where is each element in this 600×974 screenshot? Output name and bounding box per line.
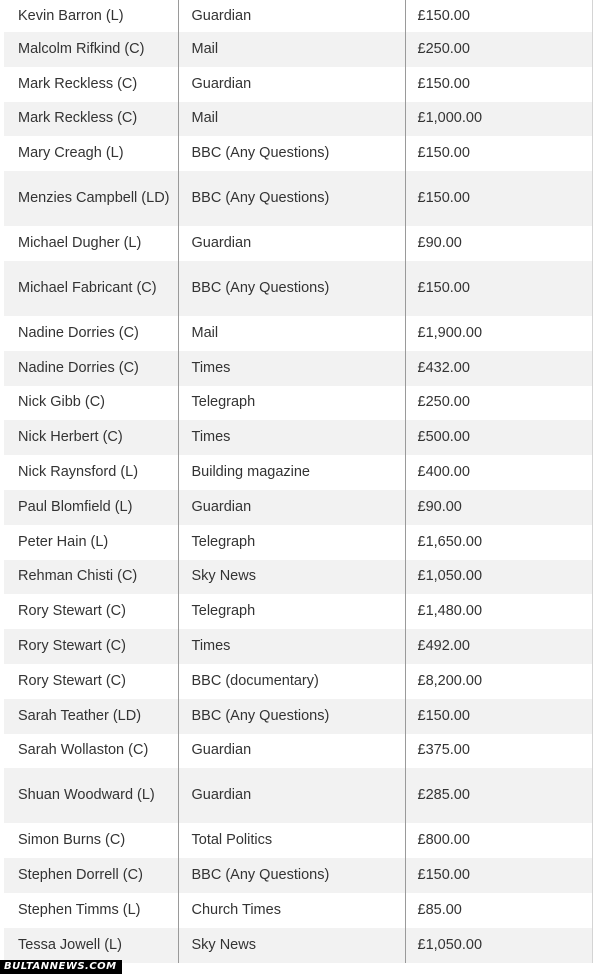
member-name-cell: Nick Gibb (C) bbox=[4, 386, 178, 421]
table-row bbox=[4, 32, 592, 67]
member-name-cell: Sarah Teather (LD) bbox=[4, 699, 178, 734]
table-row bbox=[4, 351, 592, 386]
amount-cell: £85.00 bbox=[405, 893, 592, 928]
member-name-cell: Nick Herbert (C) bbox=[4, 420, 178, 455]
amount-cell: £150.00 bbox=[405, 858, 592, 893]
member-name-cell: Kevin Barron (L) bbox=[4, 0, 178, 32]
publication-cell: Building magazine bbox=[178, 455, 405, 490]
amount-cell: £250.00 bbox=[405, 386, 592, 421]
table-row bbox=[4, 420, 592, 455]
publication-cell: Mail bbox=[178, 316, 405, 351]
member-name-cell: Nick Raynsford (L) bbox=[4, 455, 178, 490]
table-row bbox=[4, 768, 592, 823]
publication-cell: Sky News bbox=[178, 928, 405, 963]
table-row bbox=[4, 594, 592, 629]
publication-cell: Times bbox=[178, 351, 405, 386]
amount-cell: £1,050.00 bbox=[405, 928, 592, 963]
amount-cell: £1,050.00 bbox=[405, 560, 592, 595]
publication-cell: Sky News bbox=[178, 560, 405, 595]
member-name-cell: Michael Dugher (L) bbox=[4, 226, 178, 261]
member-name-cell: Rehman Chisti (C) bbox=[4, 560, 178, 595]
amount-cell: £432.00 bbox=[405, 351, 592, 386]
amount-cell: £150.00 bbox=[405, 171, 592, 226]
amount-cell: £1,650.00 bbox=[405, 525, 592, 560]
table-row bbox=[4, 316, 592, 351]
amount-cell: £150.00 bbox=[405, 136, 592, 171]
member-name-cell: Stephen Timms (L) bbox=[4, 893, 178, 928]
amount-cell: £375.00 bbox=[405, 734, 592, 769]
publication-cell: Church Times bbox=[178, 893, 405, 928]
amount-cell: £150.00 bbox=[405, 261, 592, 316]
amount-cell: £400.00 bbox=[405, 455, 592, 490]
table-row bbox=[4, 455, 592, 490]
amount-cell: £90.00 bbox=[405, 490, 592, 525]
amount-cell: £8,200.00 bbox=[405, 664, 592, 699]
amount-cell: £800.00 bbox=[405, 823, 592, 858]
amount-cell: £150.00 bbox=[405, 0, 592, 32]
publication-cell: Total Politics bbox=[178, 823, 405, 858]
publication-cell: BBC (Any Questions) bbox=[178, 858, 405, 893]
table-row bbox=[4, 136, 592, 171]
member-name-cell: Rory Stewart (C) bbox=[4, 629, 178, 664]
watermark-logo: BULTANNEWS.COM bbox=[0, 960, 122, 974]
publication-cell: BBC (Any Questions) bbox=[178, 261, 405, 316]
table-row bbox=[4, 928, 592, 963]
table-row bbox=[4, 560, 592, 595]
member-name-cell: Simon Burns (C) bbox=[4, 823, 178, 858]
member-name-cell: Nadine Dorries (C) bbox=[4, 351, 178, 386]
member-name-cell: Shuan Woodward (L) bbox=[4, 768, 178, 823]
member-name-cell: Sarah Wollaston (C) bbox=[4, 734, 178, 769]
amount-cell: £1,000.00 bbox=[405, 102, 592, 137]
member-name-cell: Paul Blomfield (L) bbox=[4, 490, 178, 525]
amount-cell: £1,900.00 bbox=[405, 316, 592, 351]
publication-cell: BBC (Any Questions) bbox=[178, 171, 405, 226]
publication-cell: BBC (documentary) bbox=[178, 664, 405, 699]
publication-cell: Mail bbox=[178, 32, 405, 67]
member-name-cell: Rory Stewart (C) bbox=[4, 594, 178, 629]
publication-cell: Mail bbox=[178, 102, 405, 137]
table-row bbox=[4, 858, 592, 893]
table-row bbox=[4, 629, 592, 664]
member-name-cell: Nadine Dorries (C) bbox=[4, 316, 178, 351]
table-row bbox=[4, 893, 592, 928]
amount-cell: £150.00 bbox=[405, 699, 592, 734]
payments-table-body bbox=[4, 0, 592, 963]
member-name-cell: Menzies Campbell (LD) bbox=[4, 171, 178, 226]
table-row bbox=[4, 525, 592, 560]
amount-cell: £285.00 bbox=[405, 768, 592, 823]
table-row bbox=[4, 171, 592, 226]
amount-cell: £1,480.00 bbox=[405, 594, 592, 629]
publication-cell: Guardian bbox=[178, 0, 405, 32]
table-row bbox=[4, 0, 592, 32]
publication-cell: Guardian bbox=[178, 490, 405, 525]
table-row bbox=[4, 386, 592, 421]
member-name-cell: Mark Reckless (C) bbox=[4, 67, 178, 102]
amount-cell: £90.00 bbox=[405, 226, 592, 261]
amount-cell: £500.00 bbox=[405, 420, 592, 455]
member-name-cell: Mark Reckless (C) bbox=[4, 102, 178, 137]
table-row bbox=[4, 226, 592, 261]
table-row bbox=[4, 734, 592, 769]
member-name-cell: Mary Creagh (L) bbox=[4, 136, 178, 171]
member-name-cell: Rory Stewart (C) bbox=[4, 664, 178, 699]
publication-cell: Telegraph bbox=[178, 525, 405, 560]
table-row bbox=[4, 261, 592, 316]
publication-cell: Guardian bbox=[178, 768, 405, 823]
amount-cell: £250.00 bbox=[405, 32, 592, 67]
publication-cell: Guardian bbox=[178, 67, 405, 102]
table-row bbox=[4, 490, 592, 525]
table-row bbox=[4, 823, 592, 858]
member-name-cell: Michael Fabricant (C) bbox=[4, 261, 178, 316]
table-row bbox=[4, 664, 592, 699]
publication-cell: BBC (Any Questions) bbox=[178, 136, 405, 171]
publication-cell: Guardian bbox=[178, 734, 405, 769]
table-row bbox=[4, 102, 592, 137]
publication-cell: Times bbox=[178, 420, 405, 455]
amount-cell: £492.00 bbox=[405, 629, 592, 664]
amount-cell: £150.00 bbox=[405, 67, 592, 102]
publication-cell: Times bbox=[178, 629, 405, 664]
payments-table bbox=[4, 0, 593, 963]
member-name-cell: Malcolm Rifkind (C) bbox=[4, 32, 178, 67]
table-row bbox=[4, 67, 592, 102]
publication-cell: BBC (Any Questions) bbox=[178, 699, 405, 734]
member-name-cell: Tessa Jowell (L) bbox=[4, 928, 178, 963]
member-name-cell: Peter Hain (L) bbox=[4, 525, 178, 560]
table-row bbox=[4, 699, 592, 734]
publication-cell: Guardian bbox=[178, 226, 405, 261]
publication-cell: Telegraph bbox=[178, 594, 405, 629]
publication-cell: Telegraph bbox=[178, 386, 405, 421]
member-name-cell: Stephen Dorrell (C) bbox=[4, 858, 178, 893]
